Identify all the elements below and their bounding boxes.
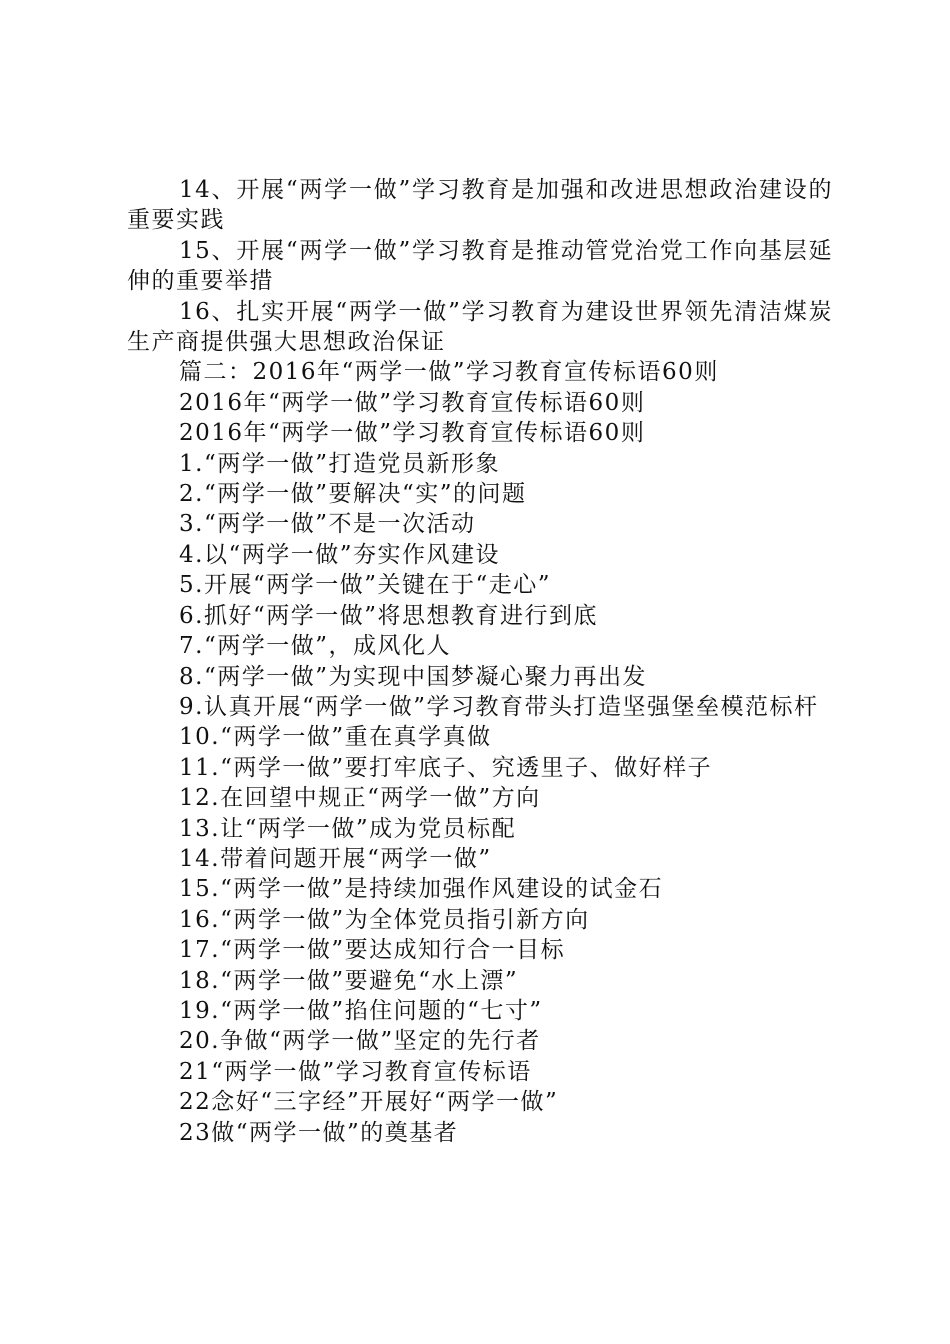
list-item: 7.“两学一做”，成风化人	[179, 633, 451, 660]
list-item: 3.“两学一做”不是一次活动	[179, 511, 476, 538]
paragraph: 15、开展“两学一做”学习教育是推动管党治党工作向基层延伸的重要举措	[127, 237, 833, 295]
list-item: 20.争做“两学一做”坚定的先行者	[179, 1028, 541, 1055]
list-item: 5.开展“两学一做”关键在于“走心”	[179, 572, 551, 599]
paragraph: 14、开展“两学一做”学习教育是加强和改进思想政治建设的重要实践	[127, 177, 833, 234]
list-item: 13.让“两学一做”成为党员标配	[179, 815, 517, 842]
list-item: 22念好“三字经”开展好“两学一做”	[179, 1089, 559, 1116]
document-body	[127, 175, 833, 1148]
list-item: 19.“两学一做”掐住问题的“七寸”	[179, 997, 543, 1024]
list-item: 17.“两学一做”要达成知行合一目标	[179, 937, 566, 964]
paragraph: 16、扎实开展“两学一做”学习教育为建设世界领先清洁煤炭生产商提供强大思想政治保证	[127, 298, 833, 356]
list-item: 9.认真开展“两学一做”学习教育带头打造坚强堡垒模范标杆	[179, 693, 819, 720]
list-item: 8.“两学一做”为实现中国梦凝心聚力再出发	[179, 663, 647, 690]
section-title: 2016年“两学一做”学习教育宣传标语60则	[179, 389, 646, 416]
list-item: 2.“两学一做”要解决“实”的问题	[179, 481, 527, 508]
list-item: 21“两学一做”学习教育宣传标语	[179, 1058, 532, 1085]
list-item: 23做“两学一做”的奠基者	[179, 1119, 459, 1146]
list-item: 18.“两学一做”要避免“水上漂”	[179, 967, 519, 994]
list-item: 12.在回望中规正“两学一做”方向	[179, 785, 541, 812]
list-item: 1.“两学一做”打造党员新形象	[179, 450, 500, 477]
list-item: 4.以“两学一做”夯实作风建设	[179, 541, 500, 568]
list-item: 11.“两学一做”要打牢底子、究透里子、做好样子	[179, 754, 713, 781]
list-item: 10.“两学一做”重在真学真做	[179, 724, 492, 751]
list-item: 16.“两学一做”为全体党员指引新方向	[179, 906, 590, 933]
section-heading: 篇二：2016年“两学一做”学习教育宣传标语60则	[179, 359, 719, 386]
list-item: 6.抓好“两学一做”将思想教育进行到底	[179, 602, 598, 629]
list-item: 15.“两学一做”是持续加强作风建设的试金石	[179, 876, 664, 903]
section-subtitle: 2016年“两学一做”学习教育宣传标语60则	[179, 420, 646, 447]
list-item: 14.带着问题开展“两学一做”	[179, 845, 492, 872]
